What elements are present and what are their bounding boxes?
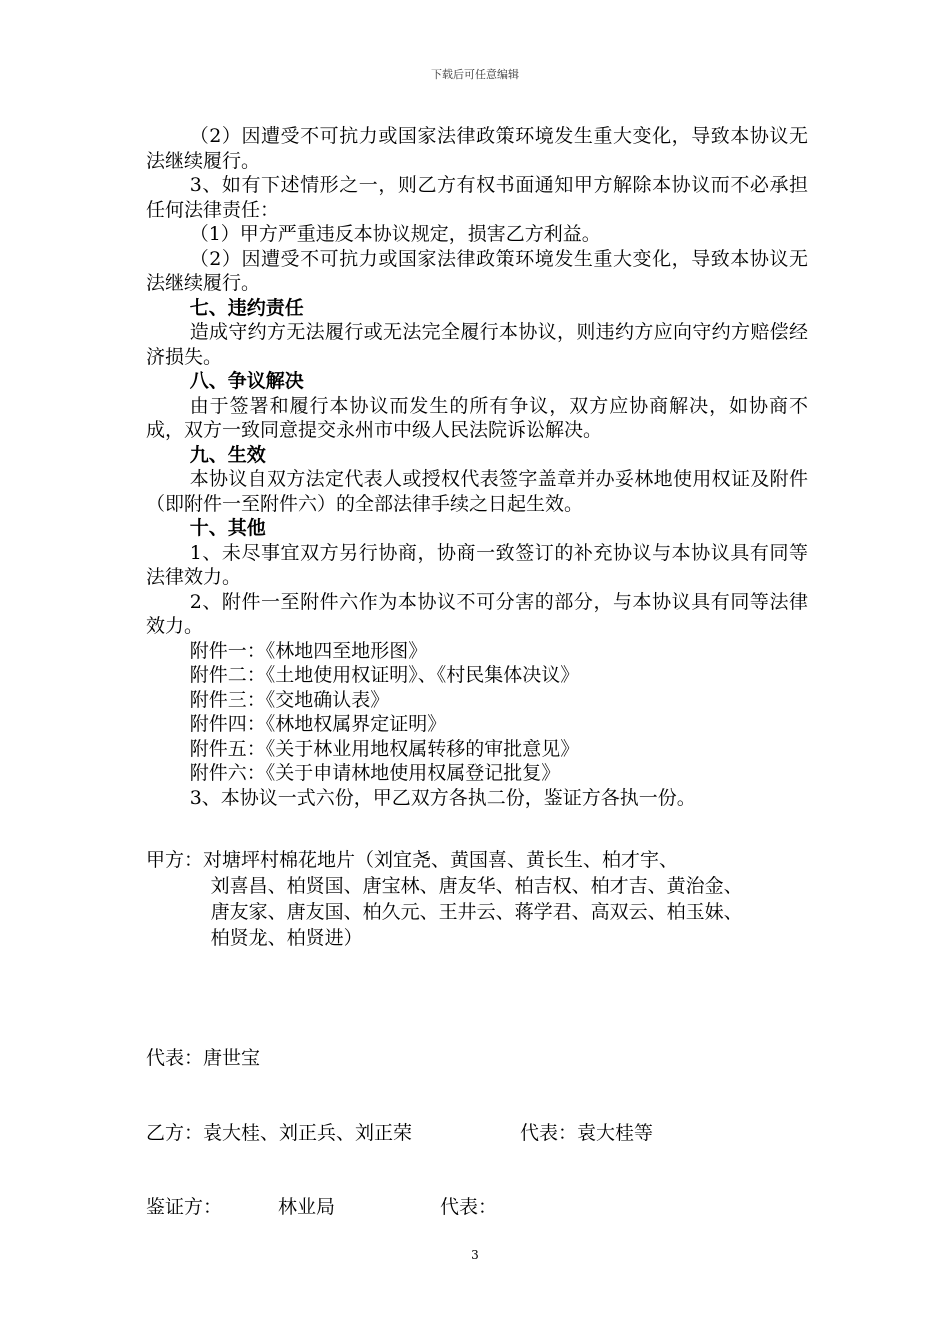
party-a-block (146, 848, 808, 951)
witness-label: 鉴证方： (146, 1196, 223, 1218)
party-a-line: 唐友家、唐友国、柏久元、王井云、蒋学君、高双云、柏玉妹、 (210, 901, 743, 923)
section-heading: 八、争议解决 (189, 370, 304, 392)
party-b-line (146, 1121, 808, 1146)
paragraph: （1）甲方严重违反本协议规定，损害乙方利益。 (189, 223, 601, 245)
witness-line (146, 1195, 808, 1220)
paragraph: （2）因遭受不可抗力或国家法律政策环境发生重大变化，导致本协议无法继续履行。 (146, 125, 808, 172)
party-a-line: 甲方：对塘坪村棉花地片（刘宜尧、黄国喜、黄长生、柏才宇、 (146, 849, 679, 871)
section-heading: 七、违约责任 (189, 296, 304, 319)
attachment-item: 附件一：《林地四至地形图》 (189, 639, 428, 662)
page-header-note: 下载后可任意编辑 (431, 68, 519, 81)
paragraph: 1、未尽事宜双方另行协商，协商一致签订的补充协议与本协议具有同等法律效力。 (146, 541, 808, 588)
page-number: 3 (471, 1248, 479, 1262)
attachment-item: 附件四：《林地权属界定证明》 (189, 713, 447, 735)
paragraph: 3、本协议一式六份，甲乙双方各执二份，鉴证方各执一份。 (189, 786, 696, 809)
paragraph: 由于签署和履行本协议而发生的所有争议，双方应协商解决，如协商不成，双方一致同意提交永州市中级人民法院诉讼解决。 (146, 394, 808, 441)
party-b-label: 乙方：袁大桂、刘正兵、刘正荣 (146, 1122, 413, 1144)
witness-representative: 代表： (440, 1196, 498, 1218)
paragraph: 2、附件一至附件六作为本协议不可分害的部分，与本协议具有同等法律效力。 (146, 590, 808, 637)
attachment-item: 附件三：《交地确认表》 (189, 688, 390, 711)
attachment-item: 附件六：《关于申请林地使用权属登记批复》 (189, 762, 561, 784)
attachment-item: 附件五：《关于林业用地权属转移的审批意见》 (189, 737, 580, 760)
agreement-body (146, 124, 808, 810)
section-heading: 九、生效 (189, 443, 266, 466)
party-a-line: 柏贤龙、柏贤进） (210, 927, 363, 949)
attachment-item: 附件二：《土地使用权证明》、《村民集体决议》 (189, 664, 580, 686)
section-heading: 十、其他 (189, 517, 266, 539)
witness-org: 林业局 (278, 1196, 336, 1218)
party-a-representative: 代表：唐世宝 (146, 1047, 261, 1069)
party-a-line: 刘喜昌、柏贤国、唐宝林、唐友华、柏吉权、柏才吉、黄治金、 (210, 875, 743, 897)
party-b-representative: 代表：袁大桂等 (520, 1122, 654, 1144)
paragraph: 本协议自双方法定代表人或授权代表签字盖章并办妥林地使用权证及附件（即附件一至附件六）的全部法律手续之日起生效。 (146, 468, 808, 515)
paragraph: 3、如有下述情形之一，则乙方有权书面通知甲方解除本协议而不必承担任何法律责任： (146, 174, 808, 221)
paragraph: （2）因遭受不可抗力或国家法律政策环境发生重大变化，导致本协议无法继续履行。 (146, 247, 808, 294)
paragraph: 造成守约方无法履行或无法完全履行本协议，则违约方应向守约方赔偿经济损失。 (146, 321, 808, 368)
